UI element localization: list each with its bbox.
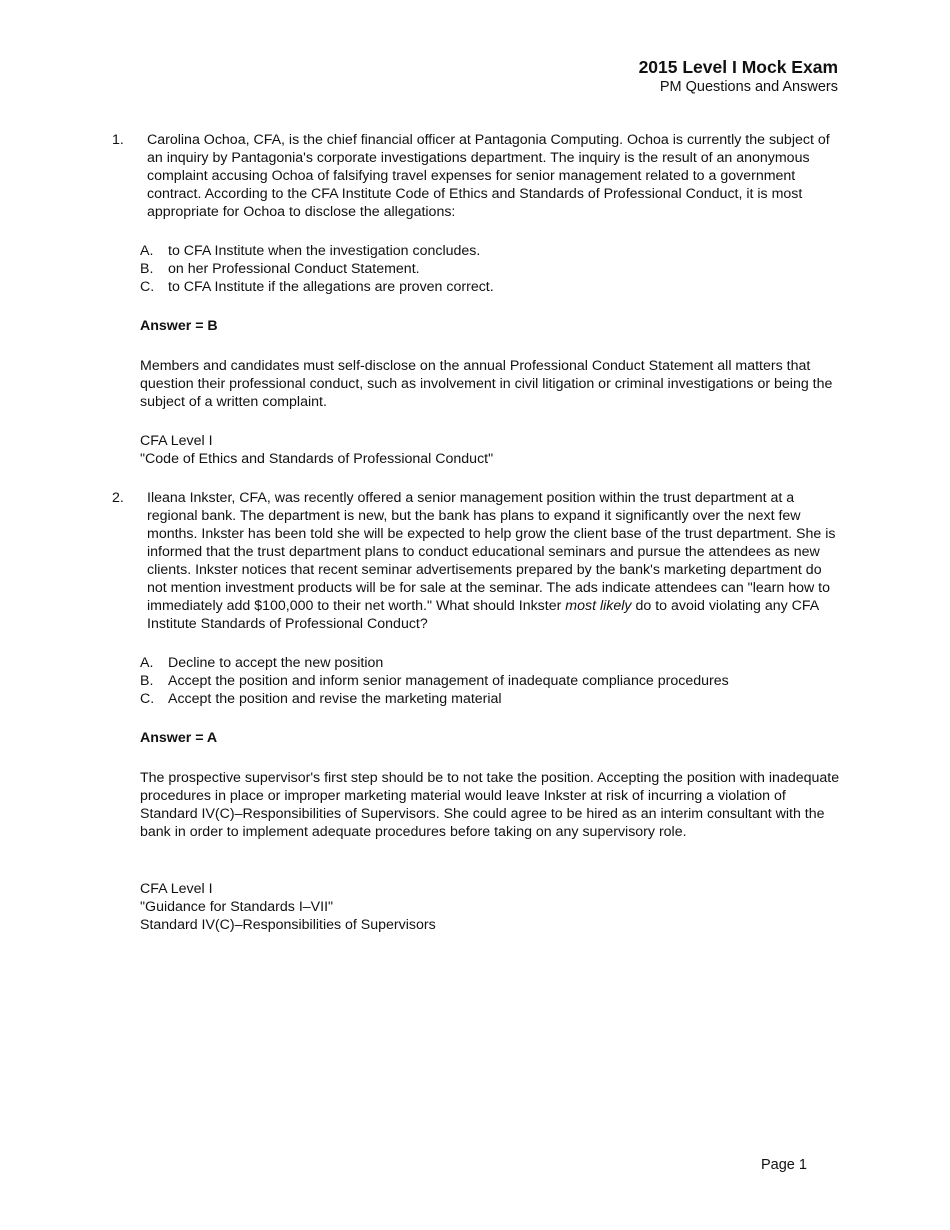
choice-letter: C. — [140, 691, 155, 707]
exam-title: 2015 Level I Mock Exam — [638, 57, 838, 77]
question-text-part: Ileana Inkster, CFA, was recently offered a senior management position within the trust department at a regional bank. The department is new, but the bank has plans to expand it significantly over the next few months. Inkster has been told she will be expected to help grow the client base of the trust department. She is informed that the trust department plans to conduct educational seminars and pursue the attendees as new clients. Inkster notices that recent seminar advertisements prepared by the bank's marketing department do not mention investment products will be for sale at the seminar. The ads indicate attendees can "learn how to immediately add $100,000 to their net worth." What should Inkster — [147, 490, 836, 614]
question-text-part: do to avoid violating any CFA Institute Standards of Professional Conduct? — [147, 598, 819, 632]
choice-letter: A. — [140, 243, 154, 259]
choice-letter: B. — [140, 261, 154, 277]
choice-text: on her Professional Conduct Statement. — [168, 261, 420, 277]
answer-explanation: The prospective supervisor's first step should be to not take the position. Accepting the position with inadequate procedures in place or improper marketing material would leave Inkster at risk of incurring a violation of Standard IV(C)–Responsibilities of Supervisors. She could agree to be hired as an interim consultant with the bank in order to implement adequate procedures before taking on any supervisory role. — [140, 770, 840, 840]
answer-key: Answer = A — [140, 730, 218, 746]
question-text: Carolina Ochoa, CFA, is the chief financial officer at Pantagonia Computing. Ochoa is currently the subject of an inquiry by Pantagonia's corporate investigations department. The inquiry is the result of an anonymous complaint accusing Ochoa of falsifying travel expenses for senior management related to a government contract. According to the CFA Institute Code of Ethics and Standards of Professional Conduct, it is most appropriate for Ochoa to disclose the allegations: — [147, 132, 830, 220]
question-number: 1. — [112, 132, 124, 148]
answer-explanation: Members and candidates must self-disclose on the annual Professional Conduct Statement all matters that question their professional conduct, such as involvement in civil litigation or criminal investigations or being the subject of a written complaint. — [140, 358, 833, 410]
page-header — [639, 56, 838, 96]
question-number: 2. — [112, 490, 124, 506]
question-emphasis: most likely — [565, 598, 632, 614]
choice-text: Accept the position and revise the marketing material — [168, 691, 502, 707]
reference — [140, 880, 436, 934]
reference-line: "Guidance for Standards I–VII" — [140, 899, 334, 915]
choice-text: Accept the position and inform senior management of inadequate compliance procedures — [168, 673, 729, 689]
reference-line: CFA Level I — [140, 433, 213, 449]
choice-letter: A. — [140, 655, 154, 671]
page-number: Page 1 — [761, 1157, 807, 1173]
choice-text: to CFA Institute if the allegations are proven correct. — [168, 279, 494, 295]
reference-line: "Code of Ethics and Standards of Professional Conduct" — [140, 451, 494, 467]
answer-key: Answer = B — [140, 318, 218, 334]
reference-line: Standard IV(C)–Responsibilities of Supervisors — [140, 917, 436, 933]
exam-subtitle: PM Questions and Answers — [659, 79, 838, 95]
choice-letter: C. — [140, 279, 155, 295]
choice-letter: B. — [140, 673, 154, 689]
reference-line: CFA Level I — [140, 881, 213, 897]
choice-text: Decline to accept the new position — [168, 655, 384, 671]
question-text — [147, 489, 842, 633]
reference — [140, 432, 493, 468]
choice-text: to CFA Institute when the investigation concludes. — [168, 243, 481, 259]
